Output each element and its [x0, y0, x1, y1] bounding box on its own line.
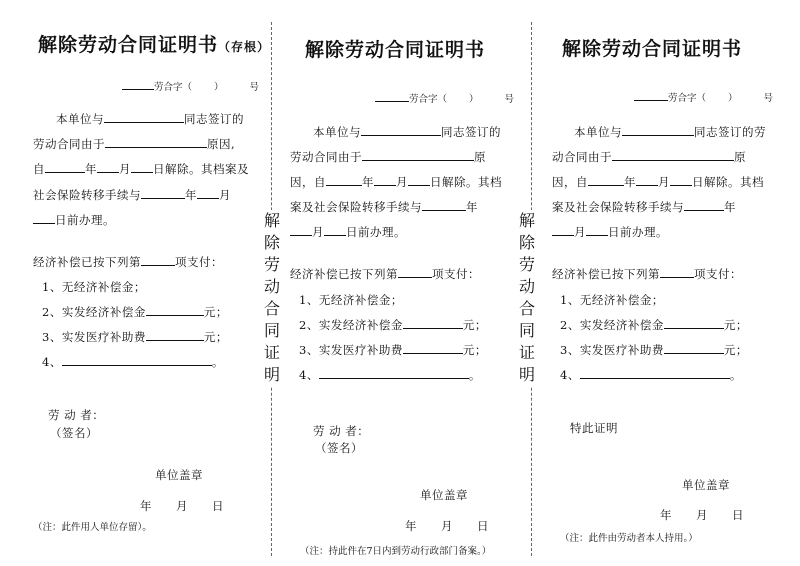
right-date [660, 507, 744, 523]
right-item-2 [560, 317, 748, 333]
text: 案及社会保险转移手续与 [552, 200, 684, 214]
text: 元； [723, 318, 748, 332]
doc-no-close: ） [469, 94, 479, 105]
spine-char: 动 [263, 277, 280, 296]
text: 案及社会保险转移手续与 [290, 200, 422, 214]
stub-item-1: 1、无经济补偿金； [42, 280, 146, 294]
blank-day[interactable] [324, 224, 346, 236]
stub-note: （注：此件用人单位存留）。 [33, 522, 152, 533]
doc-no-word: 劳合字（ [668, 93, 707, 104]
spine-char: 动 [518, 277, 535, 296]
middle-title: 解除劳动合同证明书 [305, 39, 486, 61]
text: 。 [468, 368, 481, 382]
text: 社会保险转移手续与 [33, 188, 141, 202]
text: 劳动合同由于 [33, 137, 105, 151]
stub-line-4 [33, 187, 231, 203]
stub-item-4 [42, 354, 224, 370]
text: 3、实发医疗补助费 [560, 343, 664, 357]
text: 元； [462, 343, 487, 357]
text: 经济补偿已按下列第 [552, 267, 660, 281]
stub-line-5 [33, 212, 115, 228]
text: 年 [140, 499, 152, 513]
text: 原 [734, 150, 746, 164]
text: 项支付： [432, 267, 480, 281]
stub-line-1 [56, 111, 244, 127]
text: 3、实发医疗补助费 [299, 343, 403, 357]
stub-sign-label: （签名） [50, 426, 98, 440]
text: 日 [212, 499, 224, 513]
stub-title-text: 解除劳动合同证明书 [38, 34, 219, 56]
middle-line-2 [290, 149, 486, 165]
right-item-3 [560, 342, 748, 358]
spine-char: 明 [263, 365, 280, 384]
blank-other[interactable] [319, 367, 469, 379]
text: 4、 [299, 368, 319, 382]
text: 。 [729, 368, 742, 382]
blank-month[interactable] [197, 187, 219, 199]
text: 日前办理。 [346, 225, 406, 239]
middle-compensation [290, 266, 480, 282]
blank[interactable] [122, 78, 154, 90]
blank-month[interactable] [552, 224, 574, 236]
text: 日前办理。 [55, 213, 115, 227]
stub-seal-label: 单位盖章 [155, 468, 203, 482]
middle-seal-label: 单位盖章 [420, 488, 468, 502]
doc-no-end: 号 [249, 82, 260, 93]
stub-doc-number [122, 78, 259, 93]
right-doc-number [634, 89, 773, 104]
blank-year[interactable] [326, 174, 362, 186]
right-line-3 [552, 174, 764, 190]
blank-amount[interactable] [403, 342, 463, 354]
stub-worker-label: 劳 动 者： [48, 408, 105, 422]
spine-char: 同 [518, 321, 535, 340]
right-line-5 [552, 224, 668, 240]
middle-item-4 [299, 367, 481, 383]
text: 4、 [560, 368, 580, 382]
text: 月 [219, 188, 231, 202]
text: 同志签订的劳 [694, 125, 766, 139]
spine-text-right [517, 210, 537, 386]
text: 自 [33, 162, 45, 176]
spine-char: 除 [518, 233, 535, 252]
text: 年 [362, 175, 374, 189]
spine-text-left [262, 210, 282, 386]
text: 年 [624, 175, 636, 189]
blank[interactable] [634, 89, 668, 101]
blank-year[interactable] [422, 199, 466, 211]
text: 项支付： [175, 255, 223, 269]
blank-amount[interactable] [664, 342, 724, 354]
spine-char: 合 [263, 299, 280, 318]
text: 。 [211, 355, 224, 369]
middle-item-2 [299, 317, 487, 333]
text: 日解除。其档 [692, 175, 764, 189]
stub-compensation [33, 254, 223, 270]
text: 日 [477, 519, 489, 533]
spine-char: 同 [263, 321, 280, 340]
text: 同志签订的 [441, 125, 501, 139]
blank-item[interactable] [141, 254, 175, 266]
blank-year[interactable] [141, 187, 185, 199]
right-line-4 [552, 199, 736, 215]
spine-char: 除 [263, 233, 280, 252]
stub-line-2 [33, 136, 235, 152]
text: 年 [466, 200, 478, 214]
spine-char: 解 [518, 211, 535, 230]
middle-note: （注：持此件在7日内到劳动行政部门备案。） [300, 546, 492, 557]
text: 元； [203, 305, 228, 319]
blank-day[interactable] [670, 174, 692, 186]
doc-no-word: 劳合字（ [409, 94, 448, 105]
right-line-1 [574, 124, 766, 140]
middle-doc-number [375, 90, 514, 105]
stub-title-suffix: （存根） [218, 40, 271, 54]
spine-char: 劳 [263, 255, 280, 274]
blank-amount[interactable] [146, 329, 204, 341]
text: 同志签订的 [184, 112, 244, 126]
text: 元； [203, 330, 228, 344]
text: 本单位与 [313, 125, 361, 139]
middle-sign-label: （签名） [315, 441, 363, 455]
text: 年 [185, 188, 197, 202]
spine-char: 合 [518, 299, 535, 318]
blank-year[interactable] [588, 174, 624, 186]
right-seal-label: 单位盖章 [682, 478, 730, 492]
right-item-1: 1、无经济补偿金； [560, 293, 664, 307]
text: 日解除。其档 [430, 175, 502, 189]
right-note: （注：此件由劳动者本人持用。） [560, 533, 698, 544]
text: 因，自 [552, 175, 588, 189]
text: 月 [119, 162, 131, 176]
blank-amount[interactable] [146, 304, 204, 316]
right-certify-label: 特此证明 [570, 421, 618, 435]
middle-line-5 [290, 224, 406, 240]
text: 年 [85, 162, 97, 176]
spine-char: 解 [263, 211, 280, 230]
text: 日前办理。 [608, 225, 668, 239]
blank-year[interactable] [684, 199, 724, 211]
doc-no-end: 号 [763, 93, 774, 104]
blank-name[interactable] [622, 124, 694, 136]
doc-no-end: 号 [504, 94, 515, 105]
text: 因，自 [290, 175, 326, 189]
text: 原 [474, 150, 486, 164]
text: 日解除。其档案及 [153, 162, 249, 176]
text: 2、实发经济补偿金 [560, 318, 664, 332]
right-title: 解除劳动合同证明书 [562, 38, 743, 60]
text: 4、 [42, 355, 62, 369]
blank-month[interactable] [636, 174, 658, 186]
blank-month[interactable] [290, 224, 312, 236]
text: 经济补偿已按下列第 [33, 255, 141, 269]
stub-line-3 [33, 161, 249, 177]
blank-item[interactable] [660, 266, 694, 278]
blank-day[interactable] [131, 161, 153, 173]
middle-item-3 [299, 342, 487, 358]
blank-year[interactable] [45, 161, 85, 173]
text: 劳动合同由于 [290, 150, 362, 164]
blank-day[interactable] [408, 174, 430, 186]
text: 元； [723, 343, 748, 357]
middle-line-1 [313, 124, 501, 140]
text: 动合同由于 [552, 150, 612, 164]
text: 月 [396, 175, 408, 189]
text: 月 [441, 519, 453, 533]
right-compensation [552, 266, 742, 282]
text: 月 [176, 499, 188, 513]
blank-day[interactable] [33, 212, 55, 224]
text: 2、实发经济补偿金 [299, 318, 403, 332]
middle-line-3 [290, 174, 502, 190]
blank-name[interactable] [104, 111, 184, 123]
text: 月 [658, 175, 670, 189]
text: 本单位与 [574, 125, 622, 139]
text: 月 [574, 225, 586, 239]
blank-item[interactable] [398, 266, 432, 278]
middle-date [405, 518, 489, 534]
blank-reason[interactable] [105, 136, 207, 148]
middle-line-4 [290, 199, 478, 215]
spine-char: 明 [518, 365, 535, 384]
text: 年 [660, 508, 672, 522]
text: 本单位与 [56, 112, 104, 126]
doc-no-close: ） [214, 82, 224, 93]
text: 年 [724, 200, 736, 214]
stub-date [140, 498, 224, 514]
middle-item-1: 1、无经济补偿金； [299, 293, 403, 307]
right-line-2 [552, 149, 746, 165]
blank-other[interactable] [580, 367, 730, 379]
right-item-4 [560, 367, 742, 383]
blank-name[interactable] [361, 124, 441, 136]
blank-amount[interactable] [403, 317, 463, 329]
text: 2、实发经济补偿金 [42, 305, 146, 319]
text: 月 [312, 225, 324, 239]
text: 月 [696, 508, 708, 522]
blank-other[interactable] [62, 354, 212, 366]
blank[interactable] [375, 90, 409, 102]
text: 项支付： [694, 267, 742, 281]
stub-title [38, 30, 270, 57]
text: 经济补偿已按下列第 [290, 267, 398, 281]
middle-worker-label: 劳 动 者： [313, 424, 370, 438]
blank-day[interactable] [586, 224, 608, 236]
spine-char: 劳 [518, 255, 535, 274]
text: 原因, [207, 137, 236, 151]
blank-reason[interactable] [362, 149, 474, 161]
blank-month[interactable] [97, 161, 119, 173]
doc-no-word: 劳合字（ [154, 82, 193, 93]
blank-month[interactable] [374, 174, 396, 186]
stub-item-3 [42, 329, 228, 345]
stub-item-2 [42, 304, 228, 320]
text: 年 [405, 519, 417, 533]
blank-amount[interactable] [664, 317, 724, 329]
blank-reason[interactable] [612, 149, 734, 161]
spine-char: 证 [263, 343, 280, 362]
text: 3、实发医疗补助费 [42, 330, 146, 344]
doc-no-close: ） [728, 93, 738, 104]
text: 元； [462, 318, 487, 332]
text: 日 [732, 508, 744, 522]
spine-char: 证 [518, 343, 535, 362]
